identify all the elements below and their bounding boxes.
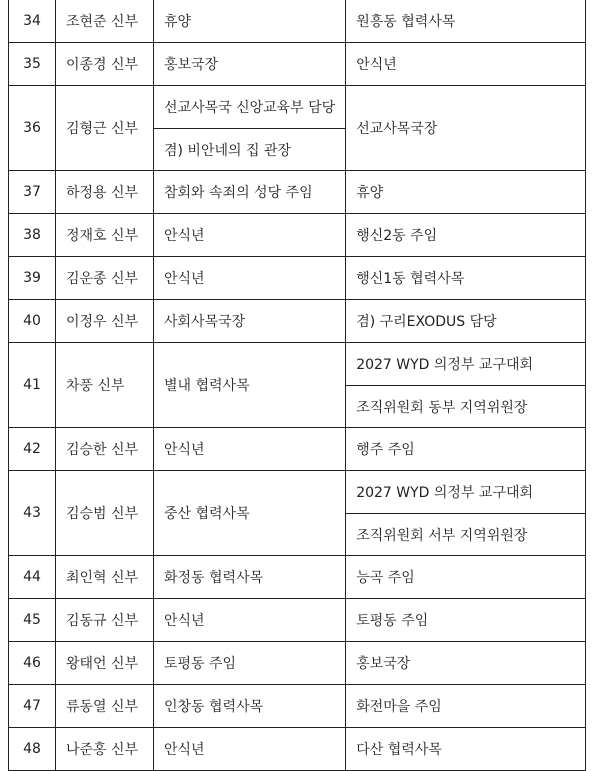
new-post-cell: 능곡 주임 xyxy=(346,556,586,599)
table-row xyxy=(9,43,586,86)
previous-post-cell: 안식년 xyxy=(154,728,346,771)
row-number-cell: 47 xyxy=(9,685,56,728)
previous-post-cell: 겸) 비안네의 집 관장 xyxy=(154,129,346,171)
new-post-cell: 겸) 구리EXODUS 담당 xyxy=(346,300,586,343)
new-post-cell: 원흥동 협력사목 xyxy=(346,0,586,43)
row-number-cell: 38 xyxy=(9,214,56,257)
priest-name-cell: 김승한 신부 xyxy=(56,428,154,471)
new-post-cell: 행신1동 협력사목 xyxy=(346,257,586,300)
new-post-cell: 선교사목국장 xyxy=(346,86,586,171)
new-post-cell: 다산 협력사목 xyxy=(346,728,586,771)
priest-name-cell: 이정우 신부 xyxy=(56,300,154,343)
previous-post-cell: 안식년 xyxy=(154,428,346,471)
row-number-cell: 39 xyxy=(9,257,56,300)
row-number-cell: 44 xyxy=(9,556,56,599)
personnel-table-body xyxy=(9,0,586,771)
row-number-cell: 42 xyxy=(9,428,56,471)
table-row xyxy=(9,685,586,728)
previous-post-cell: 안식년 xyxy=(154,257,346,300)
row-number-cell: 41 xyxy=(9,343,56,428)
priest-name-cell: 왕태언 신부 xyxy=(56,642,154,685)
table-row xyxy=(9,171,586,214)
new-post-cell: 화전마을 주임 xyxy=(346,685,586,728)
priest-name-cell: 최인혁 신부 xyxy=(56,556,154,599)
row-number-cell: 48 xyxy=(9,728,56,771)
new-post-cell: 행신2동 주임 xyxy=(346,214,586,257)
row-number-cell: 43 xyxy=(9,471,56,556)
priest-name-cell: 김형근 신부 xyxy=(56,86,154,171)
previous-post-cell: 참회와 속죄의 성당 주임 xyxy=(154,171,346,214)
new-post-cell: 조직위원회 동부 지역위원장 xyxy=(346,386,586,428)
new-post-cell: 안식년 xyxy=(346,43,586,86)
table-row xyxy=(9,471,586,514)
previous-post-cell: 사회사목국장 xyxy=(154,300,346,343)
table-row xyxy=(9,642,586,685)
row-number-cell: 36 xyxy=(9,86,56,171)
table-row xyxy=(9,300,586,343)
new-post-cell: 조직위원회 서부 지역위원장 xyxy=(346,514,586,556)
new-post-cell: 2027 WYD 의정부 교구대회 xyxy=(346,343,586,386)
new-post-cell: 행주 주임 xyxy=(346,428,586,471)
table-row xyxy=(9,257,586,300)
previous-post-cell: 안식년 xyxy=(154,214,346,257)
new-post-cell: 토평동 주임 xyxy=(346,599,586,642)
table-row xyxy=(9,214,586,257)
previous-post-cell: 중산 협력사목 xyxy=(154,471,346,556)
table-row xyxy=(9,86,586,129)
previous-post-cell: 토평동 주임 xyxy=(154,642,346,685)
priest-name-cell: 김운종 신부 xyxy=(56,257,154,300)
row-number-cell: 34 xyxy=(9,0,56,43)
table-row xyxy=(9,0,586,43)
previous-post-cell: 홍보국장 xyxy=(154,43,346,86)
row-number-cell: 35 xyxy=(9,43,56,86)
priest-name-cell: 이종경 신부 xyxy=(56,43,154,86)
row-number-cell: 45 xyxy=(9,599,56,642)
previous-post-cell: 별내 협력사목 xyxy=(154,343,346,428)
table-row xyxy=(9,428,586,471)
priest-name-cell: 차풍 신부 xyxy=(56,343,154,428)
priest-name-cell: 김동규 신부 xyxy=(56,599,154,642)
new-post-cell: 2027 WYD 의정부 교구대회 xyxy=(346,471,586,514)
table-row xyxy=(9,556,586,599)
table-row xyxy=(9,728,586,771)
previous-post-cell: 선교사목국 신앙교육부 담당 xyxy=(154,86,346,129)
row-number-cell: 37 xyxy=(9,171,56,214)
priest-name-cell: 조현준 신부 xyxy=(56,0,154,43)
previous-post-cell: 화정동 협력사목 xyxy=(154,556,346,599)
table-row xyxy=(9,343,586,386)
table-row xyxy=(9,599,586,642)
priest-name-cell: 하정용 신부 xyxy=(56,171,154,214)
row-number-cell: 40 xyxy=(9,300,56,343)
priest-name-cell: 정재호 신부 xyxy=(56,214,154,257)
previous-post-cell: 인창동 협력사목 xyxy=(154,685,346,728)
priest-name-cell: 김승범 신부 xyxy=(56,471,154,556)
personnel-table xyxy=(8,0,586,771)
new-post-cell: 휴양 xyxy=(346,171,586,214)
new-post-cell: 홍보국장 xyxy=(346,642,586,685)
row-number-cell: 46 xyxy=(9,642,56,685)
previous-post-cell: 휴양 xyxy=(154,0,346,43)
previous-post-cell: 안식년 xyxy=(154,599,346,642)
priest-name-cell: 나준홍 신부 xyxy=(56,728,154,771)
priest-name-cell: 류동열 신부 xyxy=(56,685,154,728)
